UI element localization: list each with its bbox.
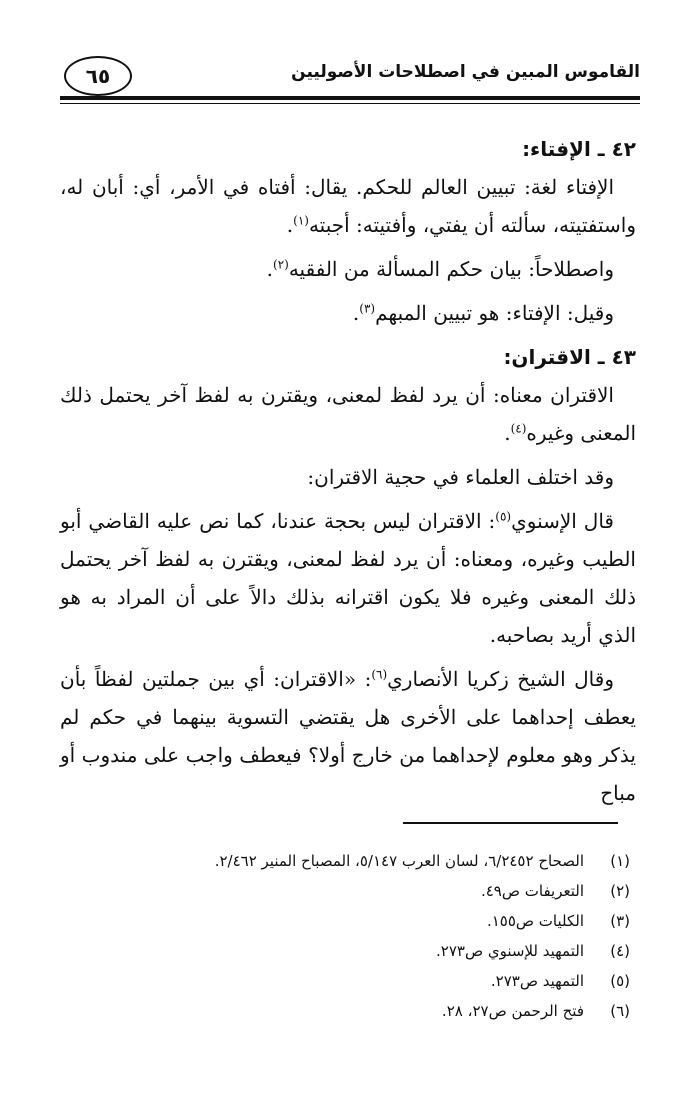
- footnote-separator: [403, 822, 618, 824]
- paragraph-ifta-istilah: واصطلاحاً: بيان حكم المسألة من الفقيه$^{(٢)}$.: [266, 257, 614, 281]
- footnote-ref-5: (٥): [495, 509, 512, 524]
- paragraph-iqtiran-def: الاقتران معناه: أن يرد لفظ لمعنى، ويقترن به لفظ آخر يحتمل ذلك المعنى وغيره$^{(٤)}$.: [60, 383, 636, 445]
- section-heading-ifta: ٤٢ ـ الإفتاء:: [522, 137, 636, 161]
- main-text: [60, 130, 636, 812]
- paragraph-isnawi: قال الإسنوي$^{(٥)}$: الاقتران ليس بحجة عندنا، كما نص عليه القاضي أبو الطيب وغيره، ومعناه: أن يرد لفظ لمعنى، ويقترن به لفظ آخر يحتمل ذلك المعنى وغيره فلا يكون اقترانه بذلك دالاً على أن المراد به هو الذي أريد بصاحبه.: [60, 509, 636, 647]
- page-number: ٦٥: [64, 56, 132, 96]
- running-title: القاموس المبين في اصطلاحات الأصوليين: [291, 62, 640, 82]
- footnote-ref-1: (١): [293, 213, 309, 228]
- footnote-ref-6: (٦): [371, 667, 388, 682]
- footnote-item: (٥)التمهيد ص٢٧٣.: [490, 972, 630, 990]
- footnote-item: (١)الصحاح ٦/٢٤٥٢، لسان العرب ٥/١٤٧، المصباح المنير ٢/٤٦٢.: [214, 852, 630, 870]
- footnotes: [100, 846, 630, 1026]
- footnote-item: (٦)فتح الرحمن ص٢٧، ٢٨.: [441, 1002, 630, 1020]
- paragraph-iqtiran-ikhtilaf: وقد اختلف العلماء في حجية الاقتران:: [307, 465, 614, 489]
- header-rule-thin: [60, 103, 640, 104]
- footnote-item: (٣)الكليات ص١٥٥.: [486, 912, 630, 930]
- footnote-item: (٤)التمهيد للإسنوي ص٢٧٣.: [436, 942, 630, 960]
- footnote-item: (٢)التعريفات ص٤٩.: [480, 882, 630, 900]
- footnote-ref-3: (٣): [359, 301, 376, 316]
- footnote-ref-2: (٢): [273, 257, 289, 272]
- header-rule-thick: [60, 96, 640, 100]
- section-heading-iqtiran: ٤٣ ـ الاقتران:: [503, 345, 636, 369]
- paragraph-ifta-lugha: الإفتاء لغة: تبيين العالم للحكم. يقال: أفتاه في الأمر، أي: أبان له، واستفتيته، سألته أن يفتي، وأفتيته: أجبته$^{(١)}$.: [60, 175, 636, 237]
- paragraph-ansari: وقال الشيخ زكريا الأنصاري$^{(٦)}$: «الاقتران: أي بين جملتين لفظاً بأن يعطف إحداهما على الأخرى هل يقتضي التسوية بينهما في حكم لم يذكر وهو معلوم لإحداهما من خارج أولا؟ فيعطف واجب على مندوب أو مباح: [60, 667, 636, 805]
- footnote-ref-4: (٤): [510, 421, 527, 436]
- paragraph-ifta-qil: وقيل: الإفتاء: هو تبيين المبهم$^{(٣)}$.: [352, 301, 614, 325]
